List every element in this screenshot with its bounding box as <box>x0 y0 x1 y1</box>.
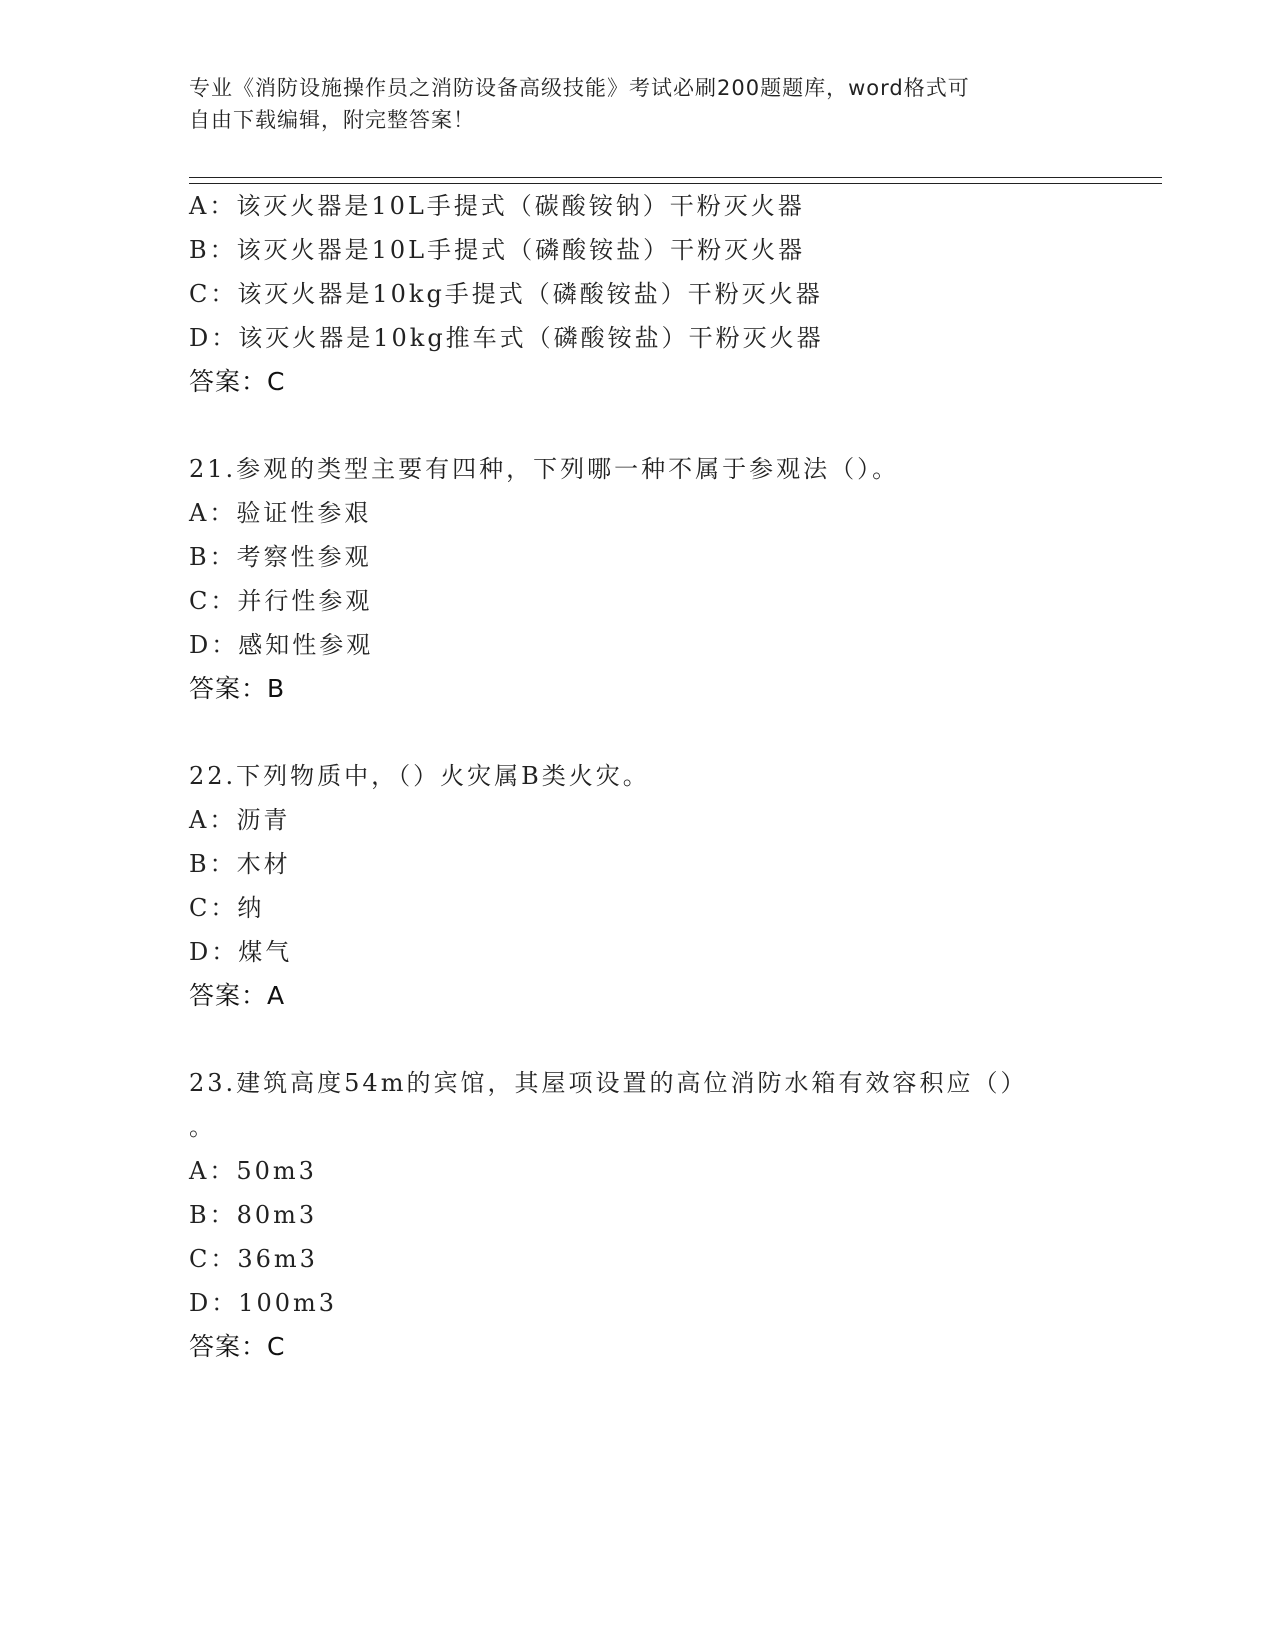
q21-option-c: C：并行性参观 <box>189 587 373 615</box>
q21-option-b: B：考察性参观 <box>189 543 372 571</box>
q23-option-c: C：36m3 <box>189 1245 318 1273</box>
header-line-2: 自由下载编辑，附完整答案！ <box>189 108 475 132</box>
q23-option-b: B：80m3 <box>189 1201 318 1229</box>
q23-question-continuation: 。 <box>189 1113 216 1141</box>
q20-option-d: D：该灭火器是10kg推车式（磷酸铵盐）干粉灭火器 <box>189 324 824 352</box>
header-divider-bottom <box>189 183 1162 184</box>
q22-option-b: B：木材 <box>189 850 291 878</box>
q23-question: 23.建筑高度54m的宾馆，其屋项设置的高位消防水箱有效容积应（） <box>189 1069 1028 1097</box>
q22-option-c: C：纳 <box>189 894 265 922</box>
q21-option-d: D：感知性参观 <box>189 631 374 659</box>
q22-question: 22.下列物质中，（）火灾属B类火灾。 <box>189 762 650 790</box>
q22-option-d: D：煤气 <box>189 938 293 966</box>
q23-option-d: D：100m3 <box>189 1289 338 1317</box>
q21-question: 21.参观的类型主要有四种，下列哪一种不属于参观法（）。 <box>189 455 900 483</box>
q21-answer: 答案：B <box>189 674 286 703</box>
q23-option-a: A：50m3 <box>189 1157 317 1185</box>
header-divider-top <box>189 177 1162 178</box>
q20-option-a: A：该灭火器是10L手提式（碳酸铵钠）干粉灭火器 <box>189 192 805 220</box>
q21-option-a: A：验证性参艰 <box>189 499 372 527</box>
header-line-1: 专业《消防设施操作员之消防设备高级技能》考试必刷200题题库，word格式可 <box>189 76 970 100</box>
q23-answer: 答案：C <box>189 1332 286 1361</box>
q22-answer: 答案：A <box>189 981 286 1010</box>
document-header <box>189 72 1079 136</box>
q20-option-b: B：该灭火器是10L手提式（磷酸铵盐）干粉灭火器 <box>189 236 806 264</box>
q20-option-c: C：该灭火器是10kg手提式（磷酸铵盐）干粉灭火器 <box>189 280 823 308</box>
q22-option-a: A：沥青 <box>189 806 291 834</box>
q20-answer: 答案：C <box>189 367 286 396</box>
